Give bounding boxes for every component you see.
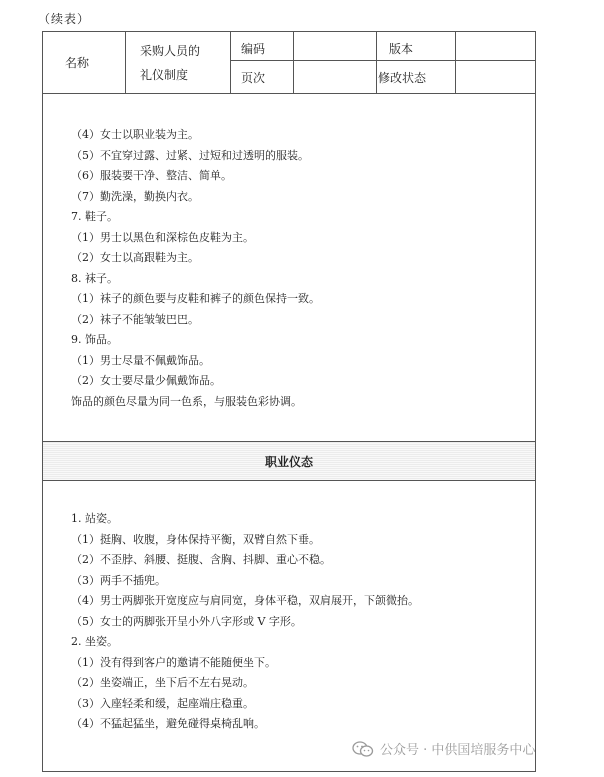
- revision-label: 修改状态: [378, 71, 427, 85]
- header-bottom-border: [43, 93, 535, 94]
- version-label: 版本: [389, 42, 414, 56]
- code-label: 编码: [241, 42, 266, 56]
- text-line: 7. 鞋子。: [71, 210, 118, 223]
- text-line: （5）女士的两脚张开呈小外八字形或 V 字形。: [71, 614, 302, 628]
- text-line: （1）没有得到客户的邀请不能随便坐下。: [71, 655, 276, 669]
- text-line: （2）女士要尽量少佩戴饰品。: [71, 374, 221, 387]
- text-line: （1）男士以黑色和深棕色皮鞋为主。: [71, 230, 254, 244]
- continued-label: （续表）: [38, 12, 91, 26]
- section-header-band: [43, 441, 535, 481]
- wechat-icon: [352, 741, 374, 757]
- section1-text: [71, 125, 320, 412]
- text-line: 8. 袜子。: [71, 271, 118, 285]
- text-line: 饰品的颜色尽量为同一色系，与服装色彩协调。: [71, 394, 302, 408]
- header-divider: [293, 32, 294, 93]
- text-line: （4）女士以职业装为主。: [71, 128, 199, 141]
- text-line: （1）挺胸、收腹，身体保持平衡，双臂自然下垂。: [71, 532, 320, 546]
- text-line: （4）不猛起猛坐，避免碰得桌椅乱响。: [71, 717, 265, 730]
- header-divider: [376, 32, 377, 93]
- text-line: （2）袜子不能皱皱巴巴。: [71, 312, 199, 326]
- text-line: （5）不宜穿过露、过紧、过短和过透明的服装。: [71, 148, 309, 162]
- header-divider: [230, 32, 231, 93]
- text-line: （2）坐姿端正，坐下后不左右晃动。: [71, 676, 254, 689]
- document-table: [42, 31, 536, 772]
- header-divider: [230, 60, 535, 61]
- text-line: （3）两手不插兜。: [71, 573, 166, 587]
- section2-text: [71, 509, 419, 735]
- name-value-line1: 采购人员的: [140, 44, 201, 58]
- page-label: 页次: [241, 71, 266, 85]
- text-line: 9. 饰品。: [71, 333, 118, 346]
- header-divider: [455, 32, 456, 93]
- text-line: （4）男士两脚张开宽度应与肩同宽，身体平稳，双肩展开，下颌微抬。: [71, 594, 419, 607]
- header-divider: [125, 32, 126, 93]
- text-line: 1. 站姿。: [71, 512, 118, 525]
- text-line: （2）女士以高跟鞋为主。: [71, 251, 199, 264]
- text-line: （1）袜子的颜色要与皮鞋和裤子的颜色保持一致。: [71, 292, 320, 305]
- text-line: （3）入座轻柔和缓，起座端庄稳重。: [71, 696, 254, 710]
- name-value-line2: 礼仪制度: [140, 68, 189, 82]
- text-line: （2）不歪脖、斜腰、挺腹、含胸、抖脚、重心不稳。: [71, 553, 331, 566]
- name-label: 名称: [65, 56, 90, 70]
- text-line: （6）服装要干净、整洁、简单。: [71, 169, 232, 182]
- watermark: [352, 739, 535, 758]
- watermark-text: 公众号 · 中供国培服务中心: [380, 743, 536, 758]
- section2-title: 职业仪态: [264, 455, 313, 469]
- text-line: 2. 坐姿。: [71, 635, 118, 648]
- text-line: （7）勤洗澡，勤换内衣。: [71, 189, 199, 203]
- text-line: （1）男士尽量不佩戴饰品。: [71, 353, 210, 367]
